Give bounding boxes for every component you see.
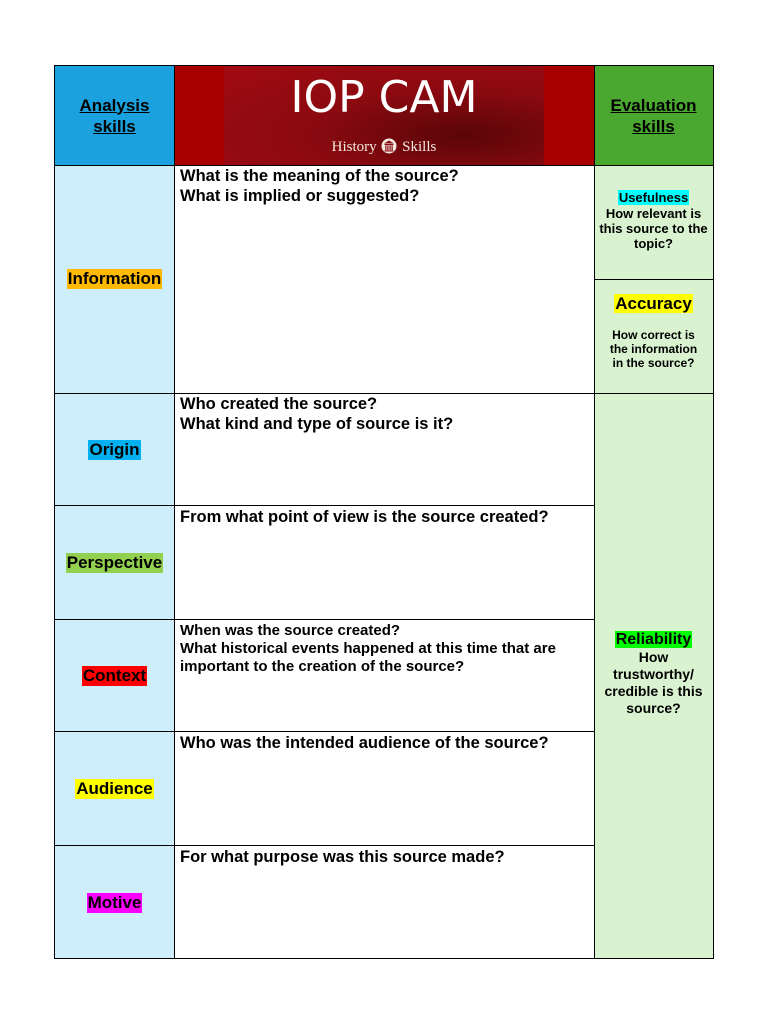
skill-label-motive: Motive (87, 892, 142, 912)
reliability-text: How trustworthy/ credible is this source? (604, 649, 703, 716)
row-divider (55, 393, 714, 394)
analysis-skills-label: Analysis skills (79, 95, 150, 136)
row-divider (55, 165, 714, 166)
accuracy-label: Accuracy (615, 294, 692, 313)
question-text: What is the meaning of the source? (180, 167, 459, 185)
skill-label-audience: Audience (76, 779, 153, 798)
title-banner (174, 66, 594, 165)
skill-label-information: Information (67, 269, 162, 288)
skill-label-perspective: Perspective (66, 553, 163, 572)
question-text: What is implied or suggested? (180, 187, 420, 205)
question-text: Who was the intended audience of the source? (180, 734, 549, 752)
row-divider (55, 505, 595, 506)
question-text: What kind and type of source is it? (180, 415, 454, 433)
evaluation-skills-header (594, 66, 713, 165)
evaluation-reliability (594, 393, 713, 959)
questions-audience (174, 732, 594, 846)
table-border-right (713, 65, 714, 959)
table-border-left (54, 65, 55, 959)
skill-cell-origin (55, 393, 174, 506)
table-border-top (55, 65, 714, 66)
reliability-label: Reliability (615, 631, 692, 648)
questions-information (174, 165, 594, 393)
analysis-skills-header (55, 66, 174, 165)
question-text: What historical events happened at this time that are important to the creation of the source? (180, 640, 556, 675)
evaluation-accuracy (594, 279, 713, 393)
skill-cell-motive (55, 846, 174, 959)
row-divider (594, 279, 714, 280)
logo-text-left: History (331, 139, 377, 155)
skill-label-origin: Origin (89, 439, 140, 459)
skill-cell-information (55, 165, 174, 393)
skill-label-context: Context (82, 666, 147, 685)
questions-perspective (174, 506, 594, 620)
skill-cell-audience (55, 732, 174, 846)
history-skills-logo (174, 138, 594, 156)
questions-origin (174, 393, 594, 506)
table-border-bottom (55, 958, 714, 959)
evaluation-usefulness (594, 165, 713, 279)
usefulness-label: Usefulness (618, 190, 689, 205)
evaluation-skills-label: Evaluation skills (610, 95, 697, 136)
question-text: From what point of view is the source created? (180, 508, 549, 526)
row-divider (55, 845, 595, 846)
temple-column-icon (381, 138, 397, 154)
questions-motive (174, 846, 594, 959)
question-text: Who created the source? (180, 395, 378, 413)
accuracy-text: How correct is the information in the source? (609, 328, 698, 370)
column-divider (594, 65, 595, 959)
questions-context (174, 620, 594, 732)
question-text: For what purpose was this source made? (180, 848, 505, 866)
skill-cell-context (55, 620, 174, 732)
skill-cell-perspective (55, 506, 174, 620)
page-title: IOP CAM (290, 72, 478, 123)
row-divider (55, 619, 595, 620)
row-divider (55, 731, 595, 732)
column-divider (174, 65, 175, 959)
logo-text-right: Skills (402, 139, 437, 155)
question-text: When was the source created? (180, 622, 401, 639)
usefulness-text: How relevant is this source to the topic? (599, 206, 708, 251)
